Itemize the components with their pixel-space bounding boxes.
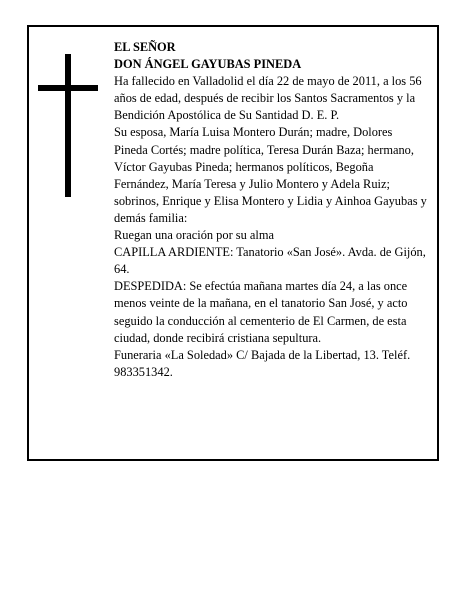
death-announcement: Ha fallecido en Valladolid el día 22 de mayo de 2011, a los 56 años de edad, después de recibir los Santos Sacramentos y la Bendición Apostólica de Su Santidad D. E. P. — [114, 74, 422, 123]
funeral-home-info: Funeraria «La Soledad» C/ Bajada de la Libertad, 13. Teléf. 983351342. — [114, 347, 411, 379]
funeral-chapel-info: CAPILLA ARDIENTE: Tanatorio «San José». Avda. de Gijón, 64. — [114, 245, 426, 277]
obituary-text — [114, 39, 428, 381]
family-list: Su esposa, María Luisa Montero Durán; madre, Dolores Pineda Cortés; madre política, Teresa Durán Baza; hermano, Víctor Gayubas Pineda; hermanos políticos, Begoña Fernández, María Teresa y Julio Montero y Adela Ruiz; sobrinos, Enrique y Elisa Montero y Lidia y Ainhoa Gayubas y demás familia: — [114, 125, 427, 225]
deceased-title: EL SEÑOR — [114, 40, 176, 54]
cross-vertical-bar — [65, 54, 71, 197]
prayer-request: Ruegan una oración por su alma — [114, 228, 274, 243]
cross-icon — [38, 54, 98, 197]
farewell-info: DESPEDIDA: Se efectúa mañana martes día 24, a las once menos veinte de la mañana, en el tanatorio San José, y acto seguido la conducción al cementerio de El Carmen, de esta ciudad, donde recibirá cristiana sepultura. — [114, 279, 408, 345]
deceased-name: DON ÁNGEL GAYUBAS PINEDA — [114, 57, 302, 72]
cross-horizontal-bar — [38, 85, 98, 91]
